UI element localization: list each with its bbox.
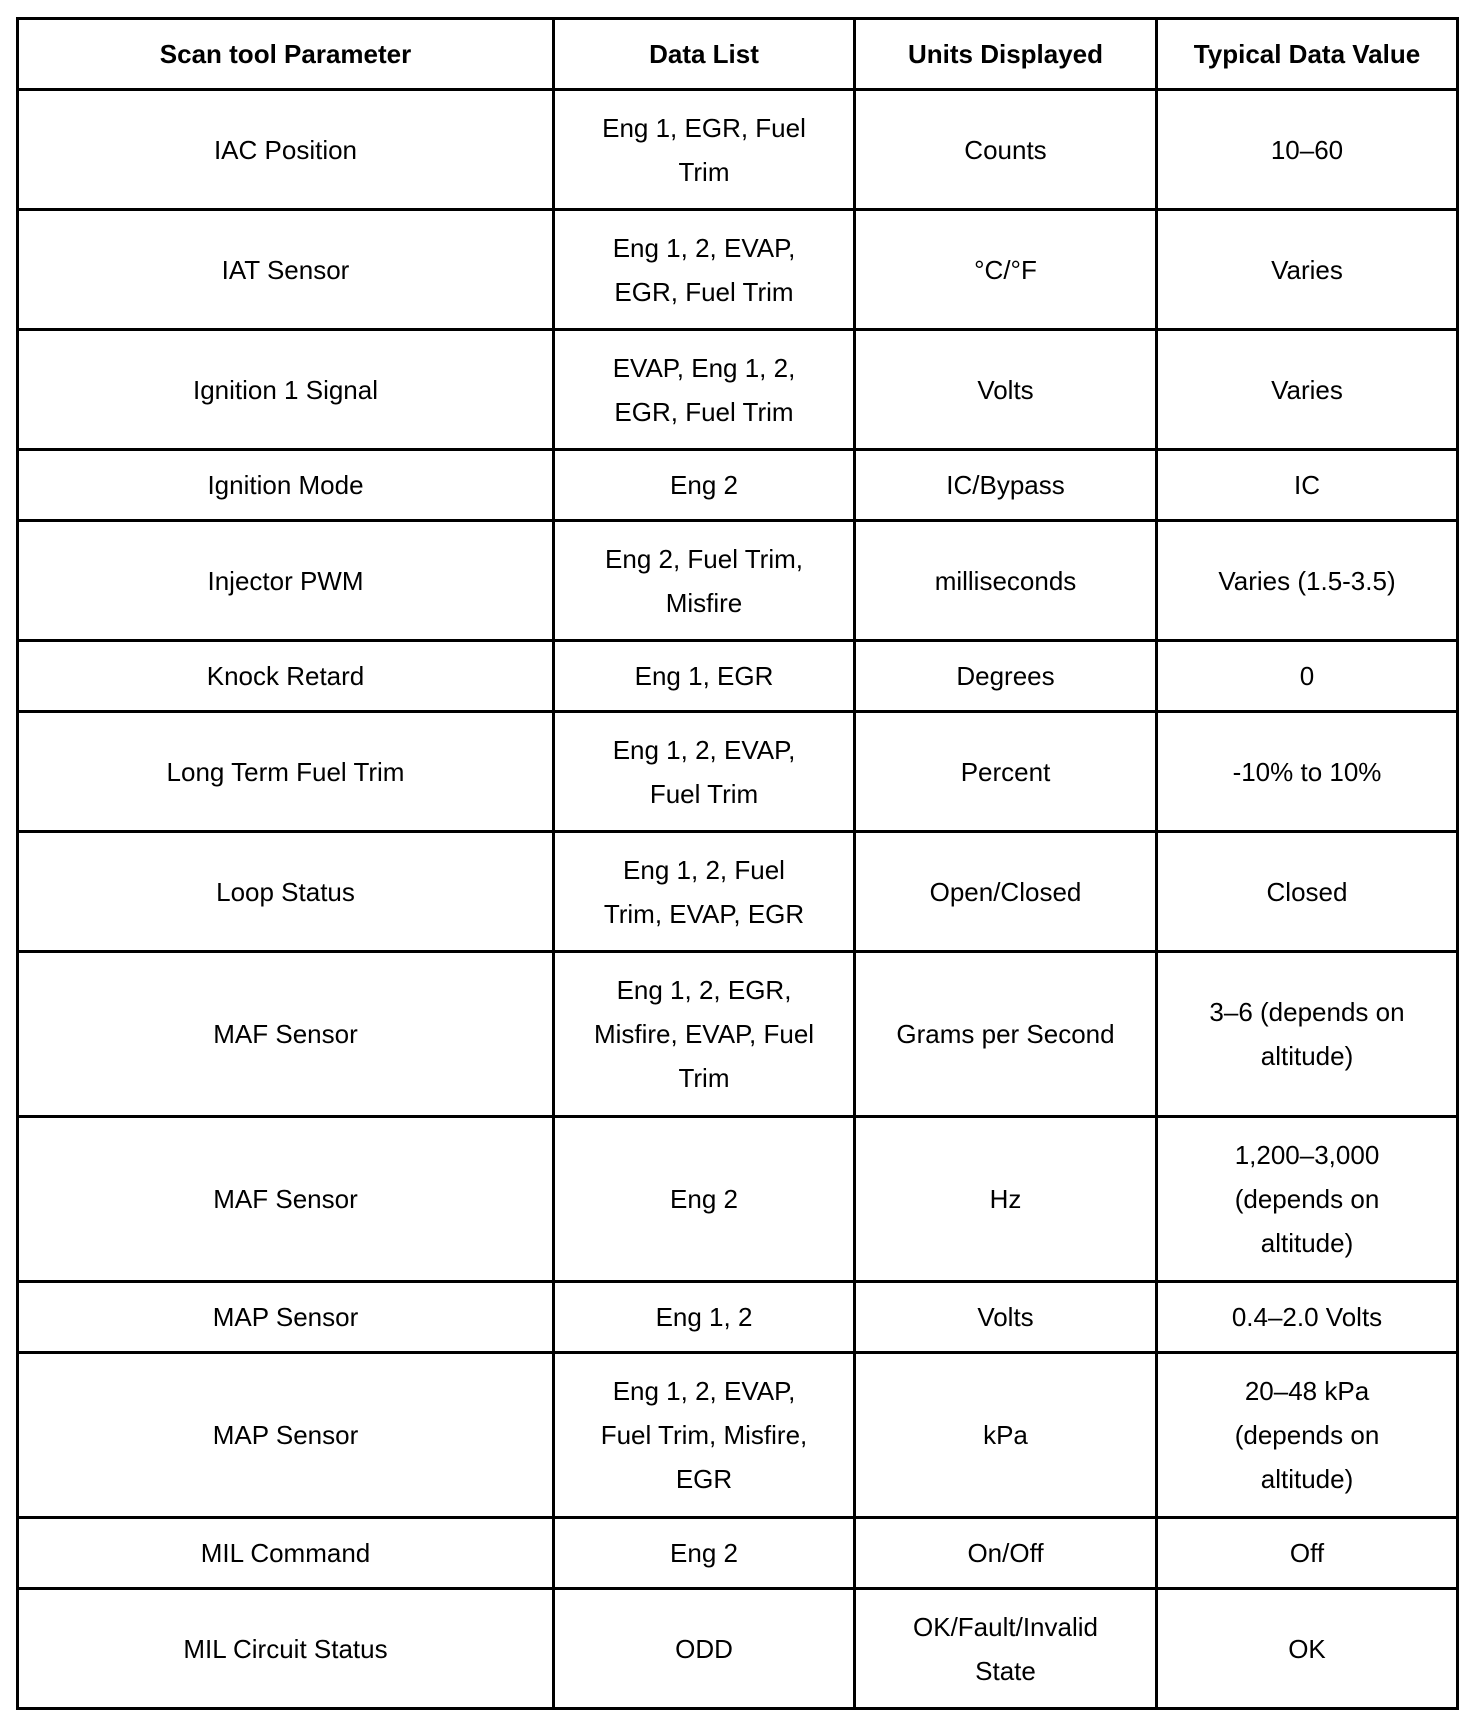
data-list-cell-line: Eng 1, 2, EVAP, [612,1376,796,1406]
data-list-cell-line: Eng 1, EGR [634,661,774,691]
data-list-cell [554,330,855,450]
typical-value-cell [1157,952,1458,1117]
units-cell [855,641,1157,712]
parameter-cell: MAF Sensor [18,1117,554,1282]
typical-value-cell-line: -10% to 10% [1232,756,1382,787]
parameter-cell: Long Term Fuel Trim [18,712,554,832]
data-list-cell [554,1282,855,1353]
data-list-cell-line: Misfire [665,587,743,618]
typical-value-cell-line: altitude) [1260,1041,1354,1071]
units-cell-line: milliseconds [934,565,1077,596]
data-list-cell-line: EGR [675,1464,733,1494]
units-cell-line: Open/Closed [929,876,1082,907]
data-list-cell [554,521,855,641]
data-list-cell-line: EVAP, Eng 1, 2, [612,352,796,383]
parameter-cell: Injector PWM [18,521,554,641]
units-cell [855,330,1157,450]
typical-value-cell-line: 3–6 (depends on [1209,997,1405,1027]
table-row [18,330,1458,450]
units-cell [855,712,1157,832]
typical-value-cell-line: IC [1294,470,1320,500]
data-list-cell-line: Eng 1, 2 [655,1302,753,1332]
data-list-cell [554,450,855,521]
typical-value-cell-line: 0.4–2.0 Volts [1231,1302,1383,1332]
typical-value-cell-line: altitude) [1260,1228,1354,1258]
typical-value-cell [1157,712,1458,832]
header-scan-tool-parameter: Scan tool Parameter [18,19,554,90]
typical-value-cell-line: 10–60 [1270,134,1344,165]
units-cell-line: kPa [983,1420,1028,1450]
typical-value-cell [1157,641,1458,712]
units-cell-line: OK/Fault/Invalid [913,1611,1098,1642]
units-cell-line: On/Off [967,1538,1044,1568]
data-list-cell-line: Eng 2 [670,1538,738,1568]
parameter-cell: Loop Status [18,832,554,952]
parameter-cell: MIL Command [18,1518,554,1589]
units-cell-line: Volts [977,1302,1034,1332]
typical-value-cell-line: Closed [1266,876,1348,907]
units-cell [855,1353,1157,1518]
table-row [18,521,1458,641]
units-cell-line: State [975,1655,1036,1686]
data-list-cell-line: Fuel Trim, Misfire, [600,1420,808,1450]
units-cell [855,1282,1157,1353]
data-list-cell-line: Eng 1, 2, EVAP, [612,232,796,263]
typical-value-cell [1157,1353,1458,1518]
table-row [18,712,1458,832]
table-row [18,641,1458,712]
data-list-cell [554,1589,855,1709]
parameter-cell: Ignition Mode [18,450,554,521]
data-list-cell-line: Trim [678,1063,730,1093]
data-list-cell-line: Trim, EVAP, EGR [603,898,805,929]
units-cell [855,1518,1157,1589]
typical-value-cell [1157,330,1458,450]
data-list-cell [554,210,855,330]
units-cell [855,1589,1157,1709]
data-list-cell [554,832,855,952]
parameter-cell: Knock Retard [18,641,554,712]
data-list-cell-line: Eng 1, EGR, Fuel [602,112,806,143]
parameter-cell: MIL Circuit Status [18,1589,554,1709]
table-row [18,90,1458,210]
scan-tool-data-table [16,17,1459,1710]
typical-value-cell [1157,1117,1458,1282]
data-list-cell [554,641,855,712]
table-row [18,450,1458,521]
typical-value-cell [1157,1589,1458,1709]
data-list-cell [554,1353,855,1518]
typical-value-cell [1157,1282,1458,1353]
units-cell-line: IC/Bypass [946,470,1065,500]
table-row [18,832,1458,952]
table-row [18,1117,1458,1282]
parameter-cell: IAC Position [18,90,554,210]
typical-value-cell [1157,210,1458,330]
units-cell-line: Volts [977,374,1034,405]
typical-value-cell-line: 1,200–3,000 [1234,1140,1380,1170]
units-cell [855,90,1157,210]
units-cell-line: Degrees [956,661,1055,691]
data-list-cell [554,952,855,1117]
data-list-cell [554,1518,855,1589]
data-list-cell-line: EGR, Fuel Trim [614,396,794,427]
units-cell-line: °C/°F [974,254,1037,285]
typical-value-cell [1157,90,1458,210]
units-cell-line: Counts [964,134,1047,165]
header-units-displayed: Units Displayed [855,19,1157,90]
header-data-list: Data List [554,19,855,90]
typical-value-cell-line: 0 [1299,661,1315,691]
table-row [18,210,1458,330]
data-list-cell [554,1117,855,1282]
data-list-cell-line: Eng 2 [670,470,738,500]
typical-value-cell-line: (depends on [1234,1420,1380,1450]
header-row [18,19,1458,90]
units-cell [855,952,1157,1117]
table-row [18,1282,1458,1353]
data-list-cell-line: Misfire, EVAP, Fuel [593,1019,815,1049]
table-row [18,952,1458,1117]
parameter-cell: MAP Sensor [18,1353,554,1518]
data-list-cell-line: Eng 1, 2, EGR, [616,975,792,1005]
units-cell-line: Percent [960,756,1051,787]
units-cell-line: Grams per Second [896,1019,1115,1049]
typical-value-cell [1157,1518,1458,1589]
data-list-cell-line: Eng 2 [670,1184,738,1214]
units-cell-line: Hz [989,1184,1022,1214]
typical-value-cell-line: Off [1289,1538,1325,1568]
typical-value-cell-line: Varies [1271,374,1343,405]
units-cell [855,210,1157,330]
data-list-cell-line: Eng 2, Fuel Trim, [605,543,803,574]
data-list-cell-line: ODD [675,1633,733,1664]
typical-value-cell-line: 20–48 kPa [1244,1376,1370,1406]
typical-value-cell [1157,450,1458,521]
units-cell [855,450,1157,521]
parameter-cell: MAF Sensor [18,952,554,1117]
data-list-cell-line: Trim [678,156,730,187]
typical-value-cell-line: (depends on [1234,1184,1380,1214]
table-row [18,1353,1458,1518]
data-list-cell-line: Fuel Trim [649,778,759,809]
table-row [18,1589,1458,1709]
units-cell [855,832,1157,952]
data-list-cell-line: Eng 1, 2, EVAP, [612,734,796,765]
typical-value-cell-line: altitude) [1260,1464,1354,1494]
units-cell [855,1117,1157,1282]
data-list-cell [554,712,855,832]
data-list-cell-line: EGR, Fuel Trim [614,276,794,307]
typical-value-cell [1157,832,1458,952]
table-row [18,1518,1458,1589]
parameter-cell: Ignition 1 Signal [18,330,554,450]
typical-value-cell-line: Varies [1271,254,1343,285]
header-typical-data-value: Typical Data Value [1157,19,1458,90]
data-list-cell [554,90,855,210]
parameter-cell: IAT Sensor [18,210,554,330]
typical-value-cell [1157,521,1458,641]
typical-value-cell-line: OK [1288,1633,1326,1664]
parameter-cell: MAP Sensor [18,1282,554,1353]
typical-value-cell-line: Varies (1.5-3.5) [1218,565,1396,596]
data-list-cell-line: Eng 1, 2, Fuel [623,854,785,885]
units-cell [855,521,1157,641]
